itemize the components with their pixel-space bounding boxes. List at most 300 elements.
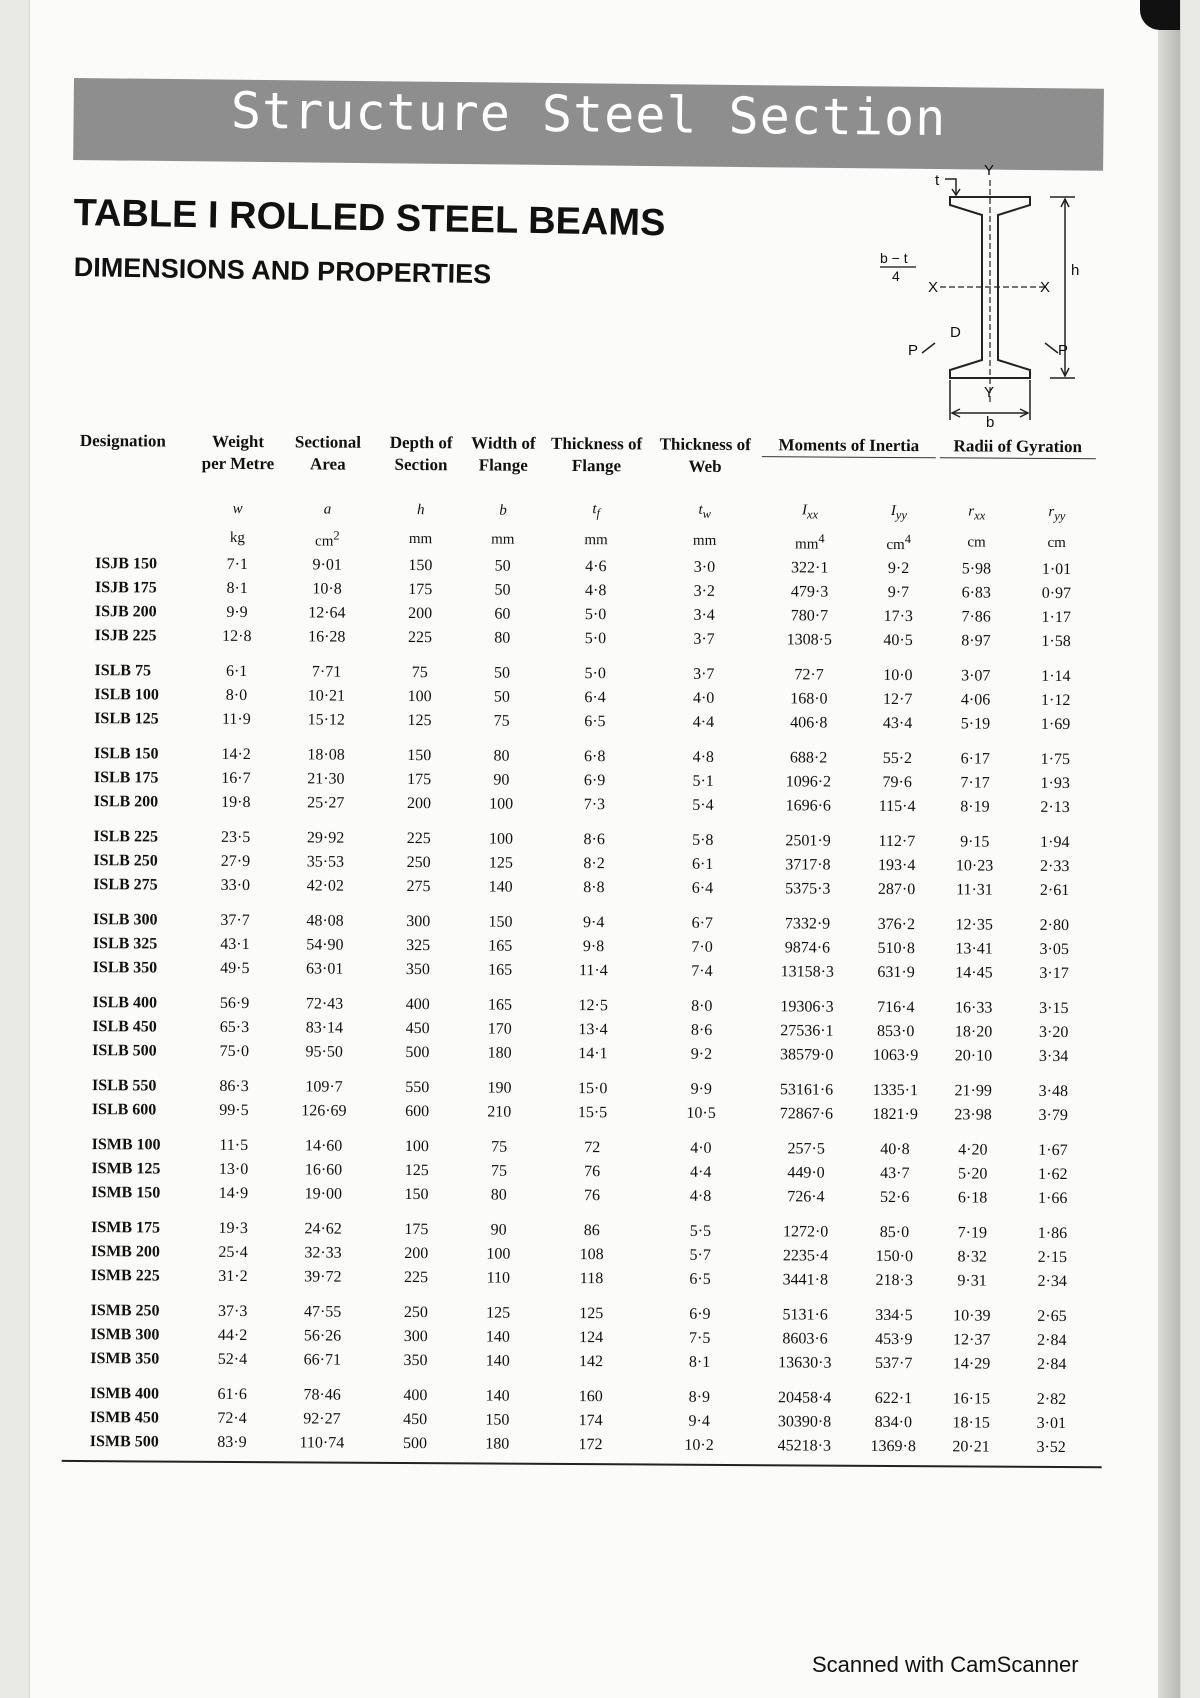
designation-cell: ISJB 150 xyxy=(95,555,158,573)
value-cell: 80 xyxy=(490,1186,507,1204)
value-cell: 44·2 xyxy=(217,1326,248,1345)
value-cell: 3·79 xyxy=(1038,1106,1068,1125)
value-cell: 150 xyxy=(407,747,432,765)
value-cell: 780·7 xyxy=(790,607,829,625)
symbol-cell xyxy=(542,477,650,526)
symbol-cell xyxy=(760,478,861,527)
value-cell: 13·4 xyxy=(578,1021,608,1039)
value-cell: 18·15 xyxy=(952,1414,990,1432)
designation-cell: ISMB 400 xyxy=(90,1385,160,1403)
value-cell: 218·3 xyxy=(875,1271,913,1290)
symbol-text: I xyxy=(890,502,896,519)
value-cell: 17·3 xyxy=(883,607,913,626)
value-cell: 12·5 xyxy=(578,997,608,1015)
value-cell: 6·5 xyxy=(689,1270,711,1288)
symbol-subscript: xx xyxy=(974,508,986,523)
designation-cell: ISLB 175 xyxy=(93,769,159,787)
header-inertia xyxy=(760,434,938,479)
value-cell: 100 xyxy=(489,795,514,813)
value-cell: 10·23 xyxy=(955,857,994,875)
value-cell: 716·4 xyxy=(877,998,915,1017)
value-cell: 55·2 xyxy=(882,749,913,768)
value-cell: 108 xyxy=(579,1246,604,1264)
designation-cell: ISLB 100 xyxy=(94,686,159,704)
unit-cell xyxy=(378,524,464,555)
value-cell: 42·02 xyxy=(306,877,344,895)
value-cell: 1·67 xyxy=(1038,1141,1068,1160)
value-cell: 140 xyxy=(485,1387,510,1405)
value-cell: 5·7 xyxy=(689,1246,711,1264)
value-cell: 1·93 xyxy=(1040,774,1070,793)
value-cell: 124 xyxy=(579,1329,604,1347)
designation-cell: ISJB 225 xyxy=(94,627,157,645)
value-cell: 225 xyxy=(406,830,431,848)
value-cell: 5·5 xyxy=(689,1222,712,1240)
value-cell: 6·18 xyxy=(957,1189,988,1207)
table-title: TABLE I ROLLED STEEL BEAMS xyxy=(73,192,666,245)
value-cell: 9·15 xyxy=(960,833,990,851)
designation-cell: ISMB 150 xyxy=(91,1184,161,1202)
value-cell: 853·0 xyxy=(877,1022,915,1041)
unit-cell xyxy=(542,525,650,556)
value-cell: 8·2 xyxy=(583,855,605,873)
value-cell: 140 xyxy=(485,1352,510,1370)
value-cell: 168·0 xyxy=(790,690,828,708)
value-cell: 50 xyxy=(494,557,511,575)
value-cell: 3·2 xyxy=(693,582,716,600)
value-cell: 83·9 xyxy=(217,1433,247,1452)
symbol-text: r xyxy=(968,503,975,520)
value-cell: 30390·8 xyxy=(777,1413,832,1431)
value-cell: 726·4 xyxy=(787,1188,825,1206)
unit-cell xyxy=(198,523,277,553)
value-cell: 180 xyxy=(487,1044,512,1062)
designation-cell: ISLB 200 xyxy=(93,793,159,811)
value-cell: 3·07 xyxy=(961,667,991,685)
value-cell: 2·84 xyxy=(1037,1331,1067,1350)
value-cell: 1·01 xyxy=(1041,560,1072,579)
unit-text: mm xyxy=(692,532,717,549)
value-cell: 5·0 xyxy=(584,630,607,648)
value-cell: 10·39 xyxy=(953,1307,991,1325)
value-cell: 61·6 xyxy=(217,1385,247,1404)
value-cell: 7·19 xyxy=(957,1224,988,1242)
value-cell: 12·64 xyxy=(308,604,346,622)
value-cell: 449·0 xyxy=(787,1164,825,1182)
value-cell: 1·58 xyxy=(1041,632,1071,651)
value-cell: 16·33 xyxy=(955,999,993,1017)
value-cell: 5·19 xyxy=(960,715,991,733)
value-cell: 11·5 xyxy=(219,1136,249,1155)
value-cell: 1335·1 xyxy=(872,1081,919,1100)
value-cell: 19·8 xyxy=(221,793,251,812)
value-cell: 31·2 xyxy=(218,1267,248,1286)
unit-cell xyxy=(1016,528,1097,558)
value-cell: 83·14 xyxy=(305,1019,344,1037)
value-cell: 5·4 xyxy=(692,796,714,814)
value-cell: 2·80 xyxy=(1039,916,1070,935)
symbol-subscript: w xyxy=(702,506,712,521)
value-cell: 550 xyxy=(405,1079,430,1097)
value-cell: 200 xyxy=(404,1245,429,1263)
value-cell: 37·3 xyxy=(218,1302,248,1321)
value-cell: 14·9 xyxy=(218,1184,249,1203)
designation-cell: ISMB 350 xyxy=(90,1350,160,1368)
value-cell: 37·7 xyxy=(220,911,250,930)
diagram-label-y-bottom: Y xyxy=(984,384,995,401)
value-cell: 6·4 xyxy=(584,689,606,707)
value-cell: 3·4 xyxy=(693,606,715,624)
value-cell: 8·9 xyxy=(688,1388,711,1406)
designation-cell: ISMB 100 xyxy=(91,1136,161,1154)
value-cell: 9·4 xyxy=(688,1412,710,1430)
value-cell: 300 xyxy=(403,1328,428,1346)
value-cell: 6·1 xyxy=(691,855,714,873)
value-cell: 6·9 xyxy=(689,1305,711,1323)
value-cell: 16·15 xyxy=(952,1390,991,1408)
value-cell: 14·1 xyxy=(578,1045,608,1063)
value-cell: 20458·4 xyxy=(777,1389,832,1407)
value-cell: 90 xyxy=(493,771,510,789)
value-cell: 4·8 xyxy=(692,748,715,766)
value-cell: 125 xyxy=(579,1305,604,1323)
value-cell: 15·12 xyxy=(307,711,345,729)
value-cell: 3717·8 xyxy=(785,856,831,874)
diagram-label-y-top: Y xyxy=(984,162,995,179)
value-cell: 49·5 xyxy=(220,959,250,978)
value-cell: 12·8 xyxy=(222,627,252,646)
value-cell: 2·13 xyxy=(1040,798,1070,817)
symbol-subscript: f xyxy=(596,506,601,521)
value-cell: 18·20 xyxy=(954,1023,993,1041)
value-cell: 24·62 xyxy=(304,1220,342,1238)
value-cell: 92·27 xyxy=(303,1410,341,1428)
value-cell: 450 xyxy=(403,1411,428,1429)
unit-superscript: 4 xyxy=(818,531,825,546)
value-cell: 8·1 xyxy=(226,579,248,598)
value-cell: 275 xyxy=(406,878,431,896)
value-cell: 50 xyxy=(493,664,511,682)
unit-text: mm xyxy=(491,531,515,548)
scan-corner xyxy=(1140,0,1180,30)
symbol-cell xyxy=(1016,480,1098,528)
symbol-text: I xyxy=(801,502,808,519)
value-cell: 180 xyxy=(485,1435,510,1453)
value-cell: 600 xyxy=(405,1103,430,1121)
value-cell: 1·86 xyxy=(1037,1224,1068,1243)
value-cell: 21·30 xyxy=(307,770,345,788)
value-cell: 9·8 xyxy=(582,938,605,956)
designation-cell: ISMB 250 xyxy=(90,1302,160,1320)
value-cell: 250 xyxy=(403,1304,428,1322)
value-cell: 78·46 xyxy=(303,1386,341,1404)
value-cell: 8·8 xyxy=(583,879,605,897)
value-cell: 52·4 xyxy=(217,1350,248,1369)
symbol-text: r xyxy=(1048,503,1055,520)
unit-superscript: 4 xyxy=(904,532,912,547)
unit-cell xyxy=(860,527,937,557)
designation-cell: ISMB 200 xyxy=(90,1243,160,1261)
designation-cell: ISMB 500 xyxy=(89,1433,159,1451)
value-cell: 14·45 xyxy=(955,964,993,982)
value-cell: 150 xyxy=(404,1186,429,1204)
value-cell: 4·4 xyxy=(690,1163,712,1181)
designation-cell: ISLB 125 xyxy=(94,710,159,728)
designation-cell: ISLB 300 xyxy=(92,911,158,929)
value-cell: 10·5 xyxy=(686,1104,716,1122)
value-cell: 18·08 xyxy=(307,746,345,764)
table-row xyxy=(72,1430,1092,1460)
symbol-cell xyxy=(463,476,542,524)
header-designation: Designation xyxy=(79,431,166,451)
value-cell: 6·8 xyxy=(583,748,606,766)
value-cell: 115·4 xyxy=(878,797,916,816)
page-edge xyxy=(1158,0,1180,1698)
value-cell: 172 xyxy=(578,1436,603,1454)
value-cell: 8·6 xyxy=(690,1021,713,1039)
unit-cell xyxy=(463,524,542,554)
value-cell: 140 xyxy=(488,878,513,896)
value-cell: 56·9 xyxy=(219,994,250,1013)
value-cell: 8603·6 xyxy=(782,1330,828,1348)
value-cell: 43·4 xyxy=(882,714,913,733)
header-width: Width of Flange xyxy=(471,433,536,475)
value-cell: 125 xyxy=(404,1162,429,1180)
value-cell: 170 xyxy=(487,1020,512,1038)
value-cell: 1·69 xyxy=(1040,715,1071,734)
value-cell: 9·7 xyxy=(887,583,910,602)
designation-cell: ISMB 175 xyxy=(91,1219,161,1237)
value-cell: 1·75 xyxy=(1040,750,1071,769)
value-cell: 142 xyxy=(578,1353,604,1371)
value-cell: 500 xyxy=(405,1044,430,1062)
diagram-label-t: t xyxy=(935,172,940,189)
value-cell: 250 xyxy=(406,854,431,872)
value-cell: 15·5 xyxy=(577,1104,608,1122)
unit-text: mm xyxy=(584,532,608,549)
value-cell: 23·98 xyxy=(954,1106,992,1124)
value-cell: 63·01 xyxy=(306,960,344,978)
value-cell: 72867·6 xyxy=(779,1105,834,1123)
value-cell: 110 xyxy=(486,1269,511,1287)
value-cell: 118 xyxy=(579,1270,604,1288)
value-cell: 5·98 xyxy=(961,560,992,578)
value-cell: 53161·6 xyxy=(779,1081,834,1099)
unit-text: cm xyxy=(886,536,905,554)
value-cell: 174 xyxy=(578,1412,603,1430)
value-cell: 7·86 xyxy=(961,608,991,626)
value-cell: 537·7 xyxy=(874,1354,913,1373)
value-cell: 9·4 xyxy=(582,914,605,932)
diagram-label-p1: P xyxy=(1058,342,1069,359)
value-cell: 9·01 xyxy=(312,556,342,574)
value-cell: 48·08 xyxy=(306,912,344,930)
value-cell: 56·26 xyxy=(303,1327,342,1345)
value-cell: 14·29 xyxy=(952,1355,991,1373)
value-cell: 8·97 xyxy=(961,632,991,650)
designation-cell: ISLB 400 xyxy=(92,994,158,1012)
value-cell: 80 xyxy=(494,629,511,647)
value-cell: 7·0 xyxy=(691,938,713,956)
value-cell: 8·1 xyxy=(688,1353,711,1371)
value-cell: 11·4 xyxy=(578,962,608,980)
value-cell: 47·55 xyxy=(303,1303,342,1321)
value-cell: 4·8 xyxy=(585,582,607,600)
designation-cell: ISMB 450 xyxy=(89,1409,159,1427)
value-cell: 75 xyxy=(491,1138,508,1156)
symbol-text: t xyxy=(592,501,597,518)
unit-text: cm xyxy=(315,533,334,550)
value-cell: 622·1 xyxy=(874,1389,913,1408)
value-cell: 5131·6 xyxy=(782,1306,828,1324)
value-cell: 10·0 xyxy=(883,666,913,685)
unit-text: kg xyxy=(229,529,246,547)
table-bottom-rule xyxy=(62,1460,1102,1468)
value-cell: 225 xyxy=(407,629,433,647)
value-cell: 75 xyxy=(411,664,428,682)
designation-cell: ISLB 450 xyxy=(92,1018,157,1036)
value-cell: 33·0 xyxy=(220,876,251,895)
value-cell: 13·41 xyxy=(955,940,993,958)
value-cell: 27·9 xyxy=(220,852,251,871)
value-cell: 85·0 xyxy=(879,1223,910,1242)
value-cell: 3·7 xyxy=(693,665,715,683)
value-cell: 1·94 xyxy=(1040,833,1070,852)
symbol-cell xyxy=(277,475,378,524)
value-cell: 20·21 xyxy=(952,1438,990,1456)
value-cell: 75 xyxy=(490,1162,508,1180)
value-cell: 3·52 xyxy=(1036,1438,1066,1457)
scanned-page xyxy=(30,0,1180,1698)
value-cell: 1696·6 xyxy=(785,797,831,815)
unit-cell xyxy=(759,526,860,557)
value-cell: 2501·9 xyxy=(785,832,831,850)
diagram-label-b-minus-t: b − t xyxy=(880,250,908,266)
designation-cell: ISLB 350 xyxy=(92,959,158,977)
value-cell: 25·27 xyxy=(307,794,345,812)
value-cell: 9·2 xyxy=(887,559,910,578)
value-cell: 16·7 xyxy=(221,769,251,788)
value-cell: 1063·9 xyxy=(872,1046,919,1065)
symbol-cell xyxy=(860,479,937,527)
value-cell: 40·5 xyxy=(883,631,913,650)
value-cell: 1369·8 xyxy=(870,1437,916,1456)
symbol-subscript: yy xyxy=(1054,508,1066,524)
designation-cell: ISLB 325 xyxy=(92,935,158,953)
value-cell: 65·3 xyxy=(219,1018,250,1037)
beam-table-wrap xyxy=(72,430,1098,1468)
value-cell: 12·37 xyxy=(953,1331,991,1349)
unit-text: cm xyxy=(967,534,986,551)
value-cell: 19306·3 xyxy=(780,998,834,1016)
value-cell: 1272·0 xyxy=(782,1223,829,1241)
symbol-subscript: yy xyxy=(895,507,907,523)
value-cell: 10·21 xyxy=(307,687,346,705)
value-cell: 43·1 xyxy=(220,935,250,954)
value-cell: 334·5 xyxy=(875,1306,913,1325)
value-cell: 100 xyxy=(486,1245,511,1263)
value-cell: 50 xyxy=(493,688,510,706)
designation-cell: ISLB 500 xyxy=(92,1042,157,1060)
value-cell: 100 xyxy=(407,688,432,706)
designation-cell: ISLB 250 xyxy=(93,852,158,870)
value-cell: 3·05 xyxy=(1039,940,1069,959)
value-cell: 1308·5 xyxy=(786,631,833,649)
value-cell: 19·00 xyxy=(304,1185,343,1203)
header-gyration-label: Radii of Gyration xyxy=(940,435,1096,459)
value-cell: 14·60 xyxy=(304,1137,343,1155)
value-cell: 1096·2 xyxy=(785,773,832,791)
value-cell: 9·9 xyxy=(226,603,248,622)
symbol-text: h xyxy=(416,502,425,519)
value-cell: 76 xyxy=(584,1163,601,1181)
unit-text: mm xyxy=(408,531,433,548)
value-cell: 3·01 xyxy=(1036,1414,1067,1433)
value-cell: 12·7 xyxy=(883,690,913,709)
diagram-label-b: b xyxy=(986,414,995,431)
value-cell: 165 xyxy=(487,996,513,1014)
value-cell: 39·72 xyxy=(304,1268,342,1286)
value-cell: 21·99 xyxy=(954,1082,992,1100)
value-cell: 11·31 xyxy=(956,881,993,899)
table-subtitle: DIMENSIONS AND PROPERTIES xyxy=(73,252,492,290)
value-cell: 16·60 xyxy=(304,1161,343,1179)
value-cell: 7·5 xyxy=(689,1329,711,1347)
value-cell: 4·4 xyxy=(692,713,715,731)
value-cell: 1·12 xyxy=(1041,691,1071,710)
value-cell: 1821·9 xyxy=(872,1105,918,1124)
unit-text: mm xyxy=(795,536,819,553)
header-thickness-web: Thickness of Web xyxy=(659,434,751,476)
value-cell: 100 xyxy=(488,830,514,848)
header-row xyxy=(78,430,1098,480)
value-cell: 225 xyxy=(404,1269,429,1287)
value-cell: 500 xyxy=(403,1435,428,1453)
value-cell: 376·2 xyxy=(877,915,916,934)
designation-cell: ISMB 300 xyxy=(90,1326,160,1344)
value-cell: 6·83 xyxy=(961,584,991,602)
value-cell: 5·0 xyxy=(584,606,607,624)
value-cell: 52·6 xyxy=(879,1188,910,1207)
value-cell: 8·32 xyxy=(957,1248,987,1266)
value-cell: 165 xyxy=(488,961,513,979)
value-cell: 40·8 xyxy=(880,1140,910,1159)
symbol-text: t xyxy=(698,501,703,518)
value-cell: 190 xyxy=(487,1079,512,1097)
value-cell: 45218·3 xyxy=(777,1437,832,1455)
diagram-label-d: D xyxy=(950,324,961,341)
value-cell: 7·1 xyxy=(226,555,249,574)
scanner-watermark: Scanned with CamScanner xyxy=(812,1652,1079,1677)
value-cell: 1·17 xyxy=(1041,608,1071,627)
value-cell: 453·9 xyxy=(875,1330,913,1349)
designation-cell: ISMB 225 xyxy=(90,1267,160,1285)
value-cell: 150 xyxy=(485,1411,510,1429)
value-cell: 7·17 xyxy=(960,774,990,792)
value-cell: 5375·3 xyxy=(785,880,831,898)
value-cell: 200 xyxy=(406,795,432,813)
value-cell: 2·65 xyxy=(1037,1307,1067,1326)
value-cell: 3·15 xyxy=(1039,999,1069,1018)
value-cell: 43·7 xyxy=(880,1164,910,1183)
symbol-row xyxy=(77,474,1097,528)
beam-properties-table xyxy=(72,430,1098,1460)
designation-cell: ISMB 125 xyxy=(91,1160,161,1178)
value-cell: 35·53 xyxy=(306,853,345,871)
value-cell: 79·6 xyxy=(882,773,912,792)
value-cell: 86 xyxy=(583,1222,600,1240)
value-cell: 27536·1 xyxy=(780,1022,834,1040)
